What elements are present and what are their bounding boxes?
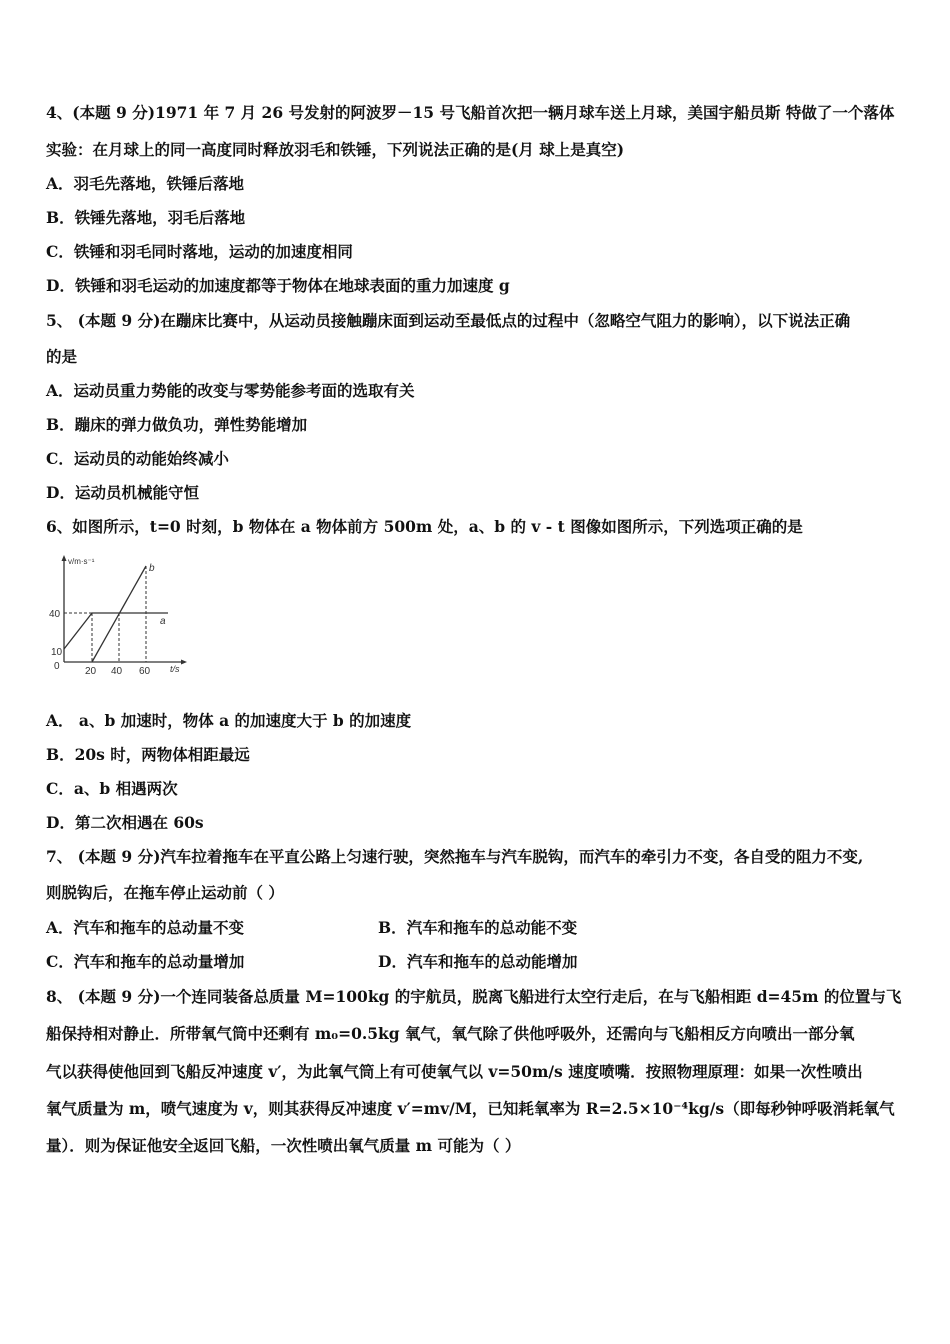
q7-stem-line2: 则脱钩后，在拖车停止运动前（ ） — [46, 883, 284, 902]
q4-option-a: A．羽毛先落地，铁锤后落地 — [46, 174, 245, 193]
q4-option-b: B．铁锤先落地，羽毛后落地 — [46, 208, 246, 227]
q4-stem-line1: 4、(本题 9 分)1971 年 7 月 26 号发射的阿波罗－15 号飞船首次把一辆月球车送上月球，美国宇船员斯 特做了一个落体 — [46, 103, 895, 122]
q8-stem-line5: 量）．则为保证他安全返回飞船，一次性喷出氧气质量 m 可能为（ ） — [46, 1136, 521, 1155]
q6-option-a: A． a、b 加速时，物体 a 的加速度大于 b 的加速度 — [46, 711, 412, 730]
x-tick-60: 60 — [139, 666, 151, 677]
x-tick-40: 40 — [111, 666, 123, 677]
y-tick-0: 0 — [54, 661, 60, 672]
q7-option-d: D．汽车和拖车的总动能增加 — [378, 952, 578, 971]
q5-option-d: D．运动员机械能守恒 — [46, 483, 199, 502]
q4-option-c: C．铁锤和羽毛同时落地，运动的加速度相同 — [46, 242, 353, 261]
q7-option-a: A．汽车和拖车的总动量不变 — [46, 918, 245, 937]
x-tick-20: 20 — [85, 666, 97, 677]
q8-stem-line3: 气以获得使他回到飞船反冲速度 v′，为此氧气筒上有可使氧气以 v=50m/s 速度喷嘴．按照物理原理：如果一次性喷出 — [46, 1062, 863, 1081]
line-b-label: b — [149, 563, 155, 574]
velocity-time-graph — [46, 552, 191, 680]
q8-stem-line2: 船保持相对静止．所带氧气筒中还剩有 m₀=0.5kg 氧气，氧气除了供他呼吸外，还需向与飞船相反方向喷出一部分氧 — [46, 1024, 855, 1043]
q7-option-c: C．汽车和拖车的总动量增加 — [46, 952, 245, 971]
y-axis-arrow — [62, 555, 67, 561]
q5-option-a: A．运动员重力势能的改变与零势能参考面的选取有关 — [46, 381, 415, 400]
q5-option-b: B．蹦床的弹力做负功，弹性势能增加 — [46, 415, 308, 434]
q6-option-d: D．第二次相遇在 60s — [46, 813, 204, 832]
line-a-label: a — [160, 616, 166, 627]
x-axis-arrow — [181, 660, 187, 665]
q5-option-c: C．运动员的动能始终减小 — [46, 449, 229, 468]
q5-stem-line2: 的是 — [46, 347, 78, 366]
q6-option-b: B．20s 时，两物体相距最远 — [46, 745, 250, 764]
q7-option-b: B．汽车和拖车的总动能不变 — [378, 918, 578, 937]
y-axis-label: v/m·s⁻¹ — [68, 557, 95, 566]
x-axis-label: t/s — [170, 664, 180, 674]
q6-option-c: C．a、b 相遇两次 — [46, 779, 178, 798]
q6-stem-line1: 6、如图所示，t=0 时刻，b 物体在 a 物体前方 500m 处，a、b 的 v - t 图像如图所示，下列选项正确的是 — [46, 517, 803, 536]
y-tick-40: 40 — [49, 609, 61, 620]
q5-stem-line1: 5、 (本题 9 分)在蹦床比赛中，从运动员接触蹦床面到运动至最低点的过程中（忽略空气阻力的影响），以下说法正确 — [46, 311, 851, 330]
q7-stem-line1: 7、 (本题 9 分)汽车拉着拖车在平直公路上匀速行驶，突然拖车与汽车脱钩，而汽车的牵引力不变，各自受的阻力不变, — [46, 847, 864, 866]
y-tick-10: 10 — [51, 647, 63, 658]
q4-stem-line2: 实验：在月球上的同一高度同时释放羽毛和铁锤，下列说法正确的是(月 球上是真空) — [46, 140, 625, 159]
q8-stem-line1: 8、 (本题 9 分)一个连同装备总质量 M=100kg 的宇航员，脱离飞船进行太空行走后，在与飞船相距 d=45m 的位置与飞 — [46, 987, 902, 1006]
q8-stem-line4: 氧气质量为 m，喷气速度为 v，则其获得反冲速度 v′=mv/M，已知耗氧率为 R=2.5×10⁻⁴kg/s（即每秒钟呼吸消耗氧气 — [46, 1099, 895, 1118]
q4-option-d: D．铁锤和羽毛运动的加速度都等于物体在地球表面的重力加速度 g — [46, 276, 510, 295]
